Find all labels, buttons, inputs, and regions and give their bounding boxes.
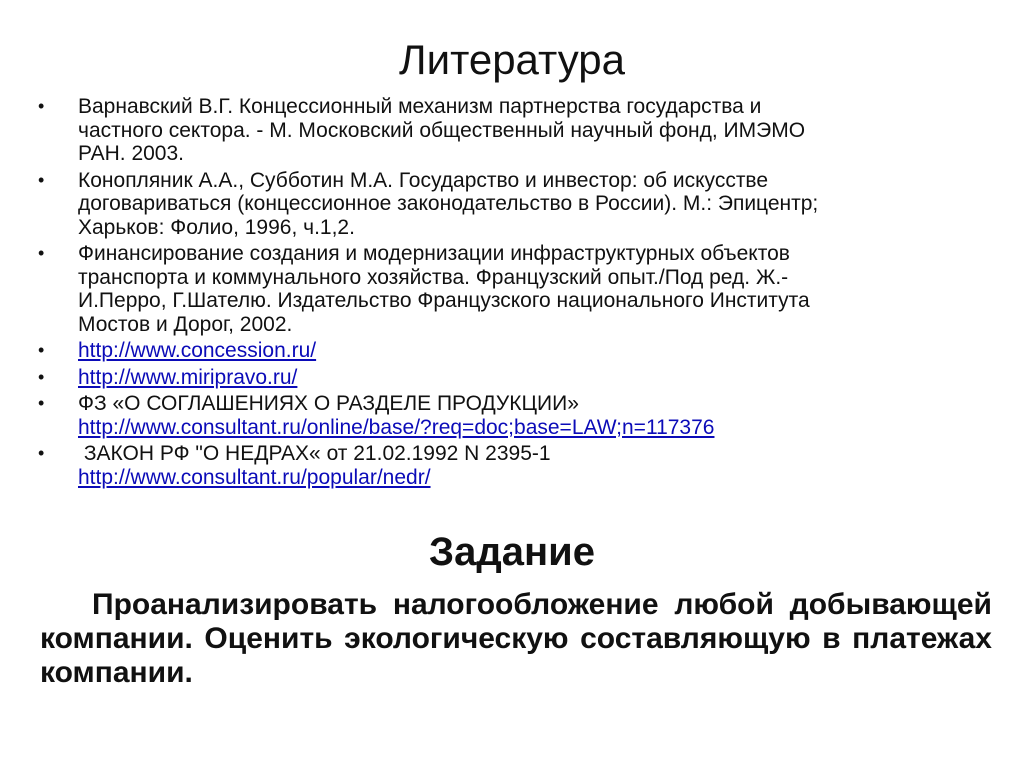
reference-line: РАН. 2003. bbox=[78, 142, 184, 165]
reference-line: Мостов и Дорог, 2002. bbox=[78, 312, 293, 336]
bullet-icon: • bbox=[38, 96, 45, 116]
bullet-icon: • bbox=[38, 443, 45, 463]
reference-line: ФЗ «О СОГЛАШЕНИЯХ О РАЗДЕЛЕ ПРОДУКЦИИ» bbox=[78, 392, 579, 415]
reference-item bbox=[38, 242, 998, 336]
bullet-icon: • bbox=[38, 366, 45, 387]
reference-line: ЗАКОН РФ "О НЕДРАХ« от 21.02.1992 N 2395-1 bbox=[78, 442, 551, 465]
reference-line: И.Перро, Г.Шателю. Издательство Французского национального Института bbox=[78, 289, 810, 312]
bullet-icon: • bbox=[38, 340, 45, 360]
references-list bbox=[38, 95, 998, 492]
reference-line: частного сектора. - М. Московский общественный научный фонд, ИМЭМО bbox=[78, 118, 806, 142]
concession-link[interactable]: http://www.concession.ru/ bbox=[78, 339, 317, 362]
reference-line: Конопляник А.А., Субботин М.А. Государство и инвестор: об искусстве bbox=[78, 168, 769, 192]
reference-item bbox=[38, 95, 998, 166]
reference-line: транспорта и коммунального хозяйства. Французский опыт./Под ред. Ж.- bbox=[78, 265, 789, 289]
consultant-srp-link[interactable]: http://www.consultant.ru/online/base/?req=doc;base=LAW;n=117376 bbox=[78, 415, 715, 439]
consultant-nedr-link[interactable]: http://www.consultant.ru/popular/nedr/ bbox=[78, 465, 431, 489]
reference-item bbox=[38, 392, 998, 439]
reference-item bbox=[38, 442, 998, 489]
miripravo-link[interactable]: http://www.miripravo.ru/ bbox=[78, 365, 298, 389]
reference-line: Финансирование создания и модернизации инфраструктурных объектов bbox=[78, 242, 790, 265]
reference-item bbox=[38, 339, 998, 363]
reference-line: Варнавский В.Г. Концессионный механизм партнерства государства и bbox=[78, 95, 762, 118]
bullet-icon: • bbox=[38, 169, 45, 190]
reference-line: договариваться (концессионное законодательство в России). М.: Эпицентр; bbox=[78, 192, 819, 215]
reference-item bbox=[38, 366, 998, 390]
bullet-icon: • bbox=[38, 243, 45, 263]
bullet-icon: • bbox=[38, 393, 45, 413]
task-heading: Задание bbox=[429, 530, 595, 574]
reference-item bbox=[38, 169, 998, 240]
reference-line: Харьков: Фолио, 1996, ч.1,2. bbox=[78, 215, 355, 239]
slide-title: Литература bbox=[399, 36, 625, 83]
task-text: Проанализировать налогообложение любой добывающей компании. Оценить экологическую составляющую в платежах компании. bbox=[40, 588, 992, 689]
